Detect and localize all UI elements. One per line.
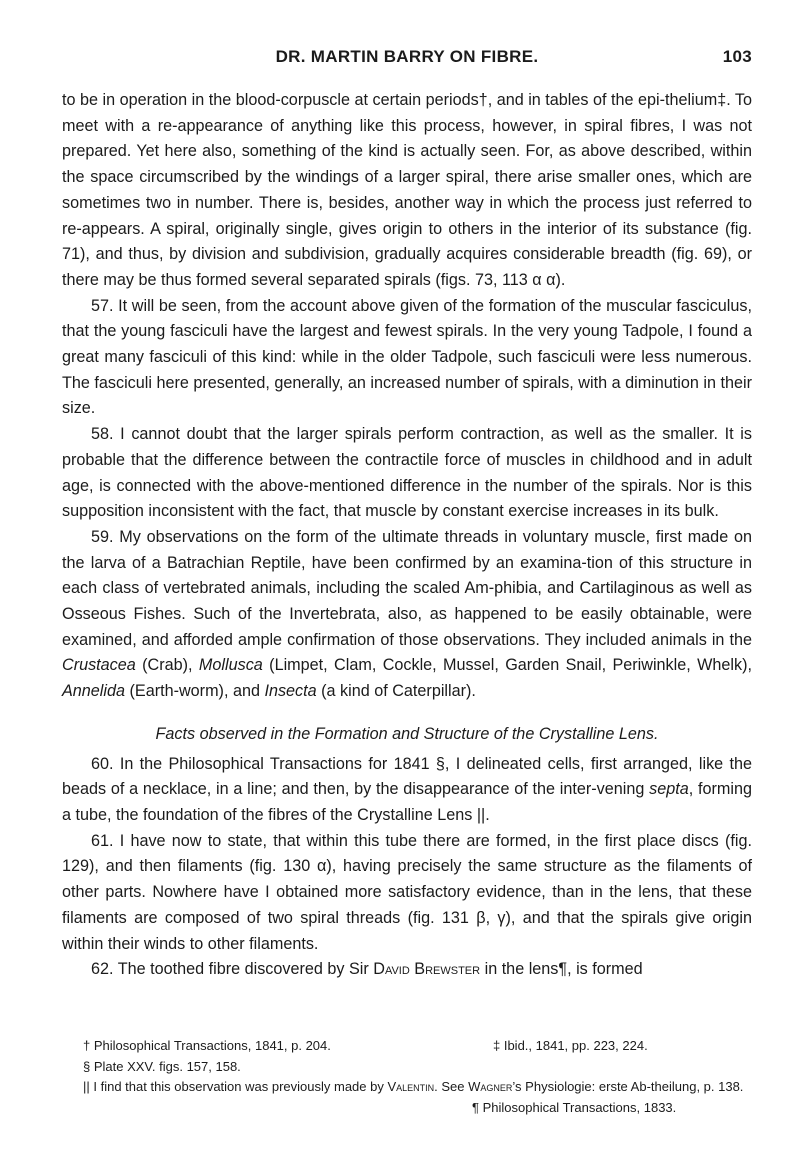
paragraph-61: 61. I have now to state, that within this tube there are formed, in the first place discs (fig. 129), and then filaments (fig. 130 α), having precisely the same structure as the filaments of other parts. Nowhere have I obtained more satisfactory evidence, than in the lens, that these filaments are composed of two spiral threads (fig. 131 β, γ), and that the spirals give origin within their winds to other filaments.	[62, 831, 752, 953]
paragraph-59-text-e: (a kind of Caterpillar).	[316, 682, 476, 701]
running-head	[62, 47, 752, 71]
footnote-parallel-text-a: || I find that this observation was previously made by	[83, 1079, 388, 1094]
footnote-section: § Plate XXV. figs. 157, 158.	[83, 1058, 241, 1074]
paragraph-60-text-b: , forming a tube, the foundation of the fibres of the Crystalline Lens ||.	[62, 780, 752, 824]
footnote-row	[62, 1036, 752, 1057]
paragraph-59-text-b: (Crab),	[135, 656, 199, 675]
footnotes	[62, 1036, 752, 1118]
term-insecta: Insecta	[264, 682, 317, 701]
footnote-spacer	[62, 1098, 472, 1119]
section-heading: Facts observed in the Formation and Structure of the Crystalline Lens.	[155, 724, 659, 743]
paragraph-62-text-a: 62. The toothed fibre discovered by Sir	[91, 960, 374, 979]
paragraph-58: 58. I cannot doubt that the larger spirals perform contraction, as well as the smaller. It is probable that the difference between the contractile force of muscles in childhood and in adult age, is connected with the above-mentioned difference in the number of the spirals. Nor is this supposition inconsistent with the fact, that muscle by constant exercise increases in its bulk.	[62, 425, 752, 521]
term-septa: septa	[649, 780, 689, 799]
running-title: DR. MARTIN BARRY ON FIBRE.	[275, 47, 539, 66]
footnote-pilcrow: ¶ Philosophical Transactions, 1833.	[472, 1099, 677, 1115]
term-annelida: Annelida	[62, 682, 126, 701]
footnote-double-dagger: ‡ Ibid., 1841, pp. 223, 224.	[493, 1038, 648, 1053]
paragraph-59-text-a: 59. My observations on the form of the ultimate threads in voluntary muscle, first made on the larva of a Batrachian Reptile, have been confirmed by an examina-tion of this structure in each class of vertebrated animals, including the scaled Am-phibia, and Cartilaginous as well as Osseous Fishes. Such of the Invertebrata, also, as happened to be easily obtainable, were examined, and afforded ample confirmation of those observations. They included animals in the	[62, 527, 752, 649]
term-crustacea: Crustacea	[62, 656, 136, 675]
person-name-wagner: Wagner	[468, 1079, 513, 1094]
footnote-parallel	[62, 1077, 752, 1098]
paragraph-60-text-a: 60. In the Philosophical Transactions for 1841 §, I delineated cells, first arranged, like the beads of a necklace, in a line; and then, by the disappearance of the inter-vening	[62, 754, 752, 799]
paragraph-59-text-c: (Limpet, Clam, Cockle, Mussel, Garden Snail, Periwinkle, Whelk),	[262, 656, 752, 675]
person-name-brewster: David Brewster	[373, 960, 481, 979]
footnote-parallel-text-c: ’s Physiologie: erste Ab-theilung, p. 138.	[512, 1079, 744, 1094]
page-number: 103	[722, 47, 752, 66]
paragraph-60	[62, 752, 752, 829]
paragraph-62	[62, 957, 752, 983]
body-text	[62, 88, 752, 983]
paragraph-59	[62, 525, 752, 705]
paragraph-62-text-b: in the lens¶, is formed	[480, 960, 643, 979]
footnote-dagger: † Philosophical Transactions, 1841, p. 204.	[83, 1038, 331, 1053]
person-name-valentin: Valentin	[387, 1079, 435, 1094]
term-mollusca: Mollusca	[198, 656, 263, 675]
paragraph-continued: to be in operation in the blood-corpuscle at certain periods†, and in tables of the epi-thelium‡. To meet with a re-appearance of anything like this process, however, in spiral fibres, I was not prepared. Yet here also, something of the kind is actually seen. For, as above described, within the space circumscribed by the windings of a larger spiral, there arise smaller ones, which are sometimes two in number. There is, besides, another way in which the process just referred to re-appears. A spiral, originally single, gives origin to others in the interior of its substance (fig. 71), and thus, by division and subdivision, gradually acquires considerable breadth (fig. 69), or there may be thus formed several separated spirals (figs. 73, 113 α α).	[62, 91, 752, 289]
footnote-parallel-text-b: . See	[434, 1079, 469, 1094]
paragraph-59-text-d: (Earth-worm), and	[125, 682, 265, 701]
footnote-row-2	[62, 1098, 752, 1119]
paragraph-57: 57. It will be seen, from the account above given of the formation of the muscular fasciculus, that the young fasciculi have the largest and fewest spirals. In the very young Tadpole, I found a great many fasciculi of this kind: while in the older Tadpole, such fasciculi were less numerous. The fasciculi here presented, generally, an increased number of spirals, with a diminution in their size.	[62, 296, 752, 418]
